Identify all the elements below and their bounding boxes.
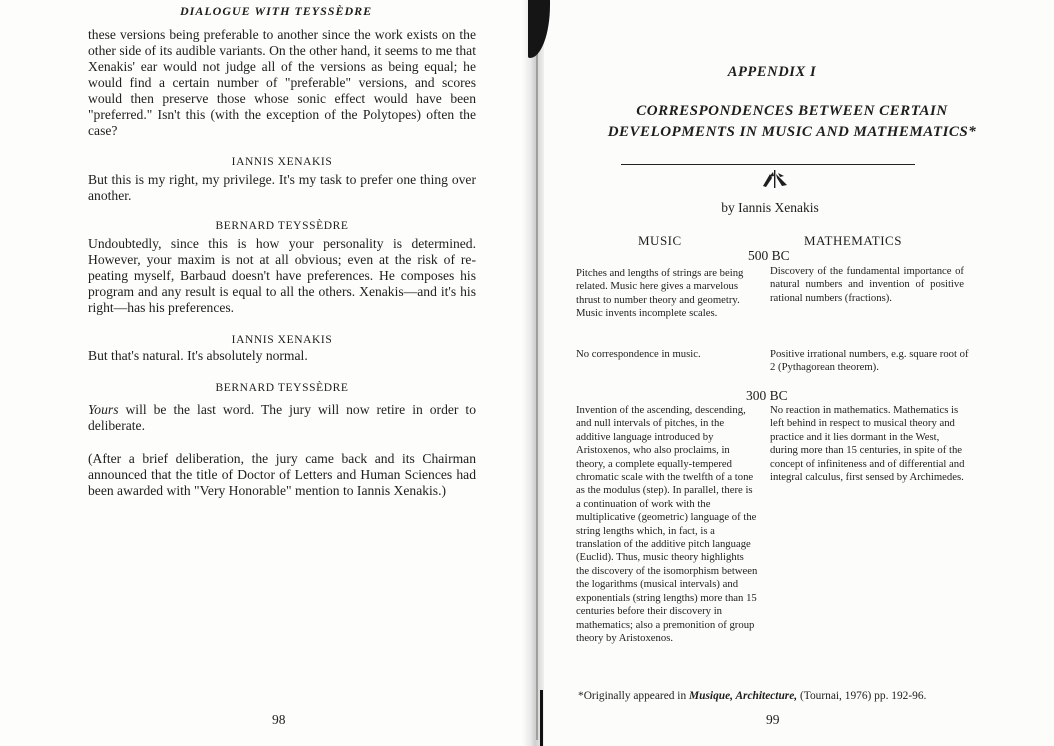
speaker-label: IANNIS XENAKIS — [231, 334, 333, 346]
emphasis-yours: Yours — [88, 402, 119, 417]
row1-music: Pitches and lengths of strings are being related. Music here gives a marvelous thrust to number theory and geometry. Music invents incomplete scales. — [576, 267, 744, 320]
byline: by Iannis Xenakis — [721, 200, 819, 215]
row2-music: No correspondence in music. — [576, 348, 701, 360]
paragraph-last-word — [88, 402, 476, 434]
appendix-subtitle-line2: DEVELOPMENTS IN MUSIC AND MATHEMATICS* — [607, 124, 977, 140]
fleuron-ornament-icon — [760, 168, 790, 190]
page-number-right: 99 — [766, 712, 780, 727]
paragraph-natural: But that's natural. It's absolutely normal. — [88, 348, 308, 363]
paragraph-last-word-text: will be the last word. The jury will now retire in order to deliberate. — [88, 402, 476, 433]
row1-mathematics: Discovery of the fundamental importance of natural numbers and invention of positive rational numbers (fractions). — [770, 265, 964, 304]
paragraph-deliberation: (After a brief deliberation, the jury came back and its Chairman announced that the title of Doctor of Letters and Human Sciences had been awarded with "Very Honorable" mention to Iannis Xenakis.) — [88, 451, 476, 498]
row2-mathematics: Positive irrational numbers, e.g. square root of 2 (Pythagorean theorem). — [770, 348, 969, 374]
column-heading-mathematics: MATHEMATICS — [804, 233, 902, 248]
book-gutter — [522, 0, 544, 746]
footnote — [578, 690, 926, 702]
column-heading-music: MUSIC — [638, 233, 682, 248]
right-page — [530, 0, 1054, 746]
paragraph-versions: these versions being preferable to another since the work exists on the other side of its audible variants. On the other hand, it seems to me that Xenakis' ear would not judge all of the versions as being equal; he would find a certain number of "preferable" versions, and scores would then preserve those whose sonic effect would have been "preferred." Isn't this (with the exception of the Polytopes) often the case? — [88, 27, 476, 138]
era-300bc: 300 BC — [746, 388, 788, 403]
appendix-subtitle-line1: CORRESPONDENCES BETWEEN CERTAIN — [636, 103, 948, 119]
footnote-suffix: (Tournai, 1976) pp. 192-96. — [797, 690, 927, 702]
spine-edge — [540, 690, 543, 746]
row3-mathematics: No reaction in mathematics. Mathematics is left behind in respect to musical theory and practice and it lies dormant in the West, during more than 15 centuries, in spite of the concept of infiniteness and of differential and integral calculus, first sensed by Archimedes. — [770, 404, 965, 484]
spine-line — [536, 40, 538, 740]
paragraph-maxim: Undoubtedly, since this is how your personality is determined. However, your maxim is not at all obvious; even at the risk of re-peating myself, Barbaud doesn't have preferences. He composes his program and any result is equal to all the others. Xenakis—and it's his right—has his preferences. — [88, 236, 476, 315]
running-head: DIALOGUE WITH TEYSSÈDRE — [180, 4, 373, 18]
speaker-label: BERNARD TEYSSÈDRE — [215, 220, 349, 232]
appendix-title: APPENDIX I — [727, 64, 817, 80]
footnote-prefix: *Originally appeared in — [578, 690, 690, 702]
footnote-publication-title: Musique, Architecture, — [689, 690, 798, 702]
paragraph-privilege: But this is my right, my privilege. It's my task to prefer one thing over another. — [88, 172, 476, 203]
title-rule — [621, 164, 915, 165]
speaker-label: BERNARD TEYSSÈDRE — [215, 382, 349, 394]
speaker-label: IANNIS XENAKIS — [231, 156, 333, 168]
era-500bc: 500 BC — [748, 248, 790, 263]
page-number-left: 98 — [272, 712, 286, 727]
row3-music: Invention of the ascending, descending, and null intervals of pitches, in the additive language introduced by Aristoxenos, who also proclaims, in theory, a complete equally-tempered chromatic scale with the twelfth of a tone as the modulus (step). In parallel, there is a continuation of work with the multiplicative (geometric) language of the string lengths which, in fact, is a translation of the additive pitch language (Euclid). Thus, music theory highlights the discovery of the isomorphism between the logarithms (musical intervals) and exponentials (string lengths) more than 15 centuries before their discovery in mathematics; also a premonition of group theory by Aristoxenos. — [576, 404, 758, 644]
